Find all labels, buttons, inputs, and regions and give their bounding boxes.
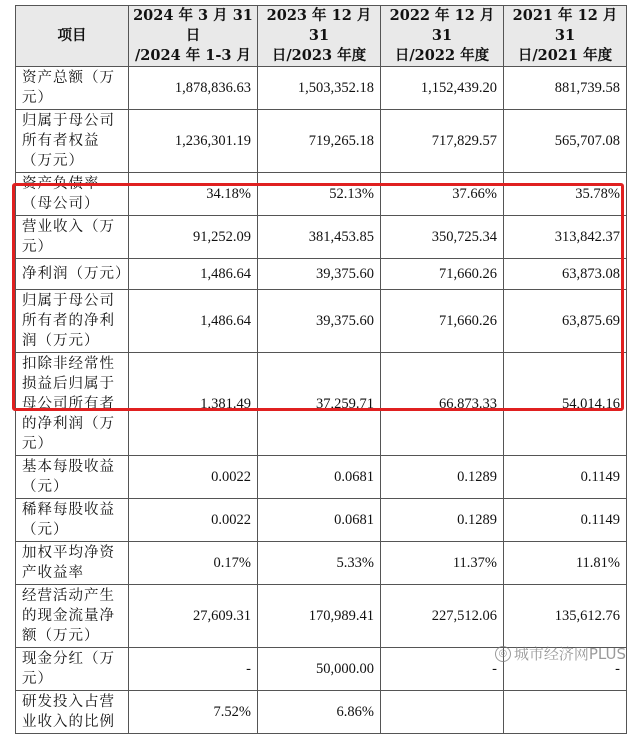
cell-value [504,691,627,734]
cell-value: 91,252.09 [129,216,258,259]
table-row [16,353,627,456]
row-label: 经营活动产生的现金流量净额（万元） [16,585,129,648]
table-row [16,216,627,259]
table-header-row [16,6,627,67]
cell-value: 1,152,439.20 [381,67,504,110]
cell-value: 0.0681 [258,456,381,499]
cell-value: 11.37% [381,542,504,585]
table-row [16,691,627,734]
cell-value: 1,486.64 [129,259,258,290]
row-label: 稀释每股收益（元） [16,499,129,542]
header-2023: 2023 年 12 月 31 日/2023 年度 [258,6,381,67]
row-label: 净利润（万元） [16,259,129,290]
cell-value: 27,609.31 [129,585,258,648]
cell-value: 313,842.37 [504,216,627,259]
cell-value: 37,259.71 [258,353,381,456]
row-label: 扣除非经常性损益后归属于母公司所有者的净利润（万元） [16,353,129,456]
cell-value: 0.1149 [504,456,627,499]
cell-value: 0.1289 [381,456,504,499]
cell-value: - [504,648,627,691]
cell-value: 170,989.41 [258,585,381,648]
cell-value: 381,453.85 [258,216,381,259]
table-row [16,67,627,110]
cell-value: 54,014.16 [504,353,627,456]
table-row [16,542,627,585]
cell-value: - [381,648,504,691]
header-2021: 2021 年 12 月 31 日/2021 年度 [504,6,627,67]
cell-value: 35.78% [504,173,627,216]
cell-value: 71,660.26 [381,259,504,290]
cell-value: 719,265.18 [258,110,381,173]
cell-value: - [129,648,258,691]
cell-value: 50,000.00 [258,648,381,691]
cell-value: 227,512.06 [381,585,504,648]
cell-value: 66,873.33 [381,353,504,456]
cell-value: 37.66% [381,173,504,216]
cell-value: 350,725.34 [381,216,504,259]
cell-value: 881,739.58 [504,67,627,110]
row-label: 基本每股收益（元） [16,456,129,499]
cell-value: 52.13% [258,173,381,216]
table-row [16,290,627,353]
cell-value: 565,707.08 [504,110,627,173]
header-2022: 2022 年 12 月 31 日/2022 年度 [381,6,504,67]
cell-value: 0.0022 [129,456,258,499]
cell-value: 1,236,301.19 [129,110,258,173]
cell-value: 1,486.64 [129,290,258,353]
cell-value: 0.17% [129,542,258,585]
cell-value: 39,375.60 [258,259,381,290]
cell-value: 39,375.60 [258,290,381,353]
table-row [16,259,627,290]
cell-value: 34.18% [129,173,258,216]
cell-value [381,691,504,734]
row-label: 归属于母公司所有者的净利润（万元） [16,290,129,353]
row-label: 加权平均净资产收益率 [16,542,129,585]
cell-value: 0.1149 [504,499,627,542]
table-row [16,456,627,499]
cell-value: 71,660.26 [381,290,504,353]
cell-value: 0.1289 [381,499,504,542]
cell-value: 11.81% [504,542,627,585]
header-item: 项目 [16,6,129,67]
cell-value: 7.52% [129,691,258,734]
table-row [16,110,627,173]
row-label: 资产总额（万元） [16,67,129,110]
cell-value: 63,873.08 [504,259,627,290]
header-2024q1: 2024 年 3 月 31 日 /2024 年 1-3 月 [129,6,258,67]
table-row [16,585,627,648]
watermark-text: 城市经济网PLUS [513,645,626,663]
row-label: 研发投入占营业收入的比例 [16,691,129,734]
table-row [16,499,627,542]
cell-value: 63,875.69 [504,290,627,353]
cell-value: 1,878,836.63 [129,67,258,110]
cell-value: 135,612.76 [504,585,627,648]
watermark [495,643,626,664]
cell-value: 717,829.57 [381,110,504,173]
cell-value: 1,381.49 [129,353,258,456]
cell-value: 1,503,352.18 [258,67,381,110]
financial-table [15,5,627,734]
row-label: 资产负债率（母公司） [16,173,129,216]
row-label: 归属于母公司所有者权益（万元） [16,110,129,173]
logo-icon: ◎ [495,646,511,662]
row-label: 营业收入（万元） [16,216,129,259]
cell-value: 0.0681 [258,499,381,542]
table-row [16,173,627,216]
row-label: 现金分红（万元） [16,648,129,691]
cell-value: 6.86% [258,691,381,734]
cell-value: 5.33% [258,542,381,585]
cell-value: 0.0022 [129,499,258,542]
